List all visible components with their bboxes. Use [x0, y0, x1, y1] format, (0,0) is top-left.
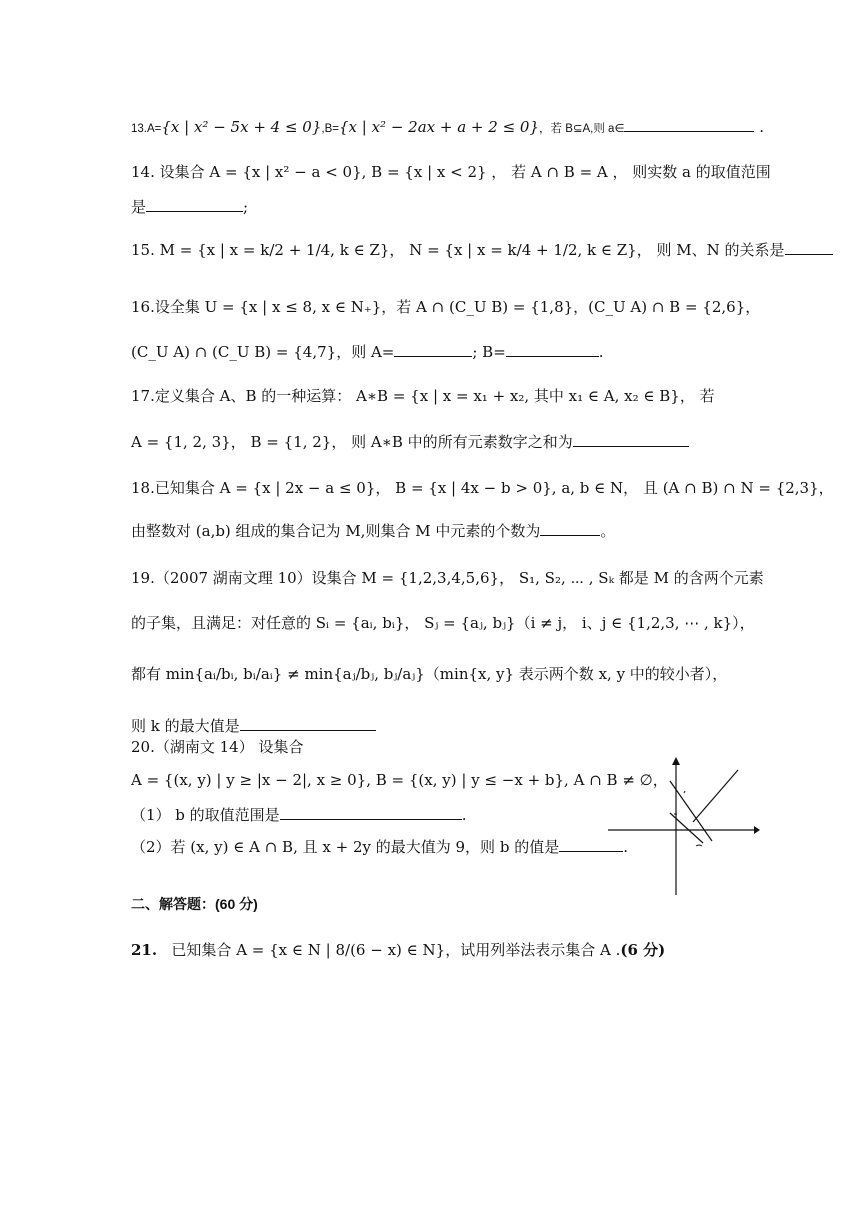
p16-b-blank[interactable]	[506, 342, 599, 357]
p13-set-a: {x | x² − 5x + 4 ≤ 0}	[161, 118, 322, 136]
problem-16-line-2	[131, 342, 604, 362]
problem-20-q2	[131, 837, 628, 857]
line-y-abs-right	[693, 770, 738, 822]
p17-text: A = {1, 2, 3}， B = {1, 2}， 则 A∗B 中的所有元素数字之和为	[131, 433, 573, 451]
problem-18-line-2	[131, 521, 615, 541]
problem-19-line-1: 19.（2007 湖南文理 10）设集合 M = {1,2,3,4,5,6}， S₁, S₂, ⋯ , Sₖ 都是 M 的含两个元素	[131, 569, 764, 587]
p20-q1-blank[interactable]	[280, 805, 462, 820]
p13-set-b: {x | x² − 2ax + a + 2 ≤ 0}	[338, 118, 539, 136]
p13-answer-blank[interactable]	[624, 117, 754, 132]
y-axis-arrow	[672, 757, 680, 765]
section-2-title: 二、解答题：(60 分)	[131, 896, 258, 912]
x-axis-arrow	[754, 826, 760, 834]
problem-20-q1	[131, 805, 466, 825]
tick-mark-top	[684, 791, 685, 793]
problem-18-line-1: 18.已知集合 A = {x | 2x − a ≤ 0}， B = {x | 4x − b > 0}, a, b ∈ N， 且 (A ∩ B) ∩ N = {2,3}，	[131, 479, 834, 497]
p13-condition: ，若 B⊆A,则 a∈	[539, 123, 625, 135]
p16-end: .	[598, 343, 604, 361]
problem-14-line-1: 14. 设集合 A = {x | x² − a < 0}, B = {x | x < 2} ， 若 A ∩ B = A ， 则实数 a 的取值范围	[131, 163, 771, 181]
p21-text: 已知集合 A = {x ∈ N | 8/(6 − x) ∈ N}，试用列举法表示集合 A .	[171, 941, 621, 959]
problem-19-line-3: 都有 min{aᵢ/bᵢ, bᵢ/aᵢ} ≠ min{aⱼ/bⱼ, bⱼ/aⱼ}（min{x, y} 表示两个数 x, y 中的较小者），	[131, 665, 728, 683]
problem-19-line-2: 的子集，且满足：对任意的 Sᵢ = {aᵢ, bᵢ}， Sⱼ = {aⱼ, bⱼ}（i ≠ j， i、j ∈ {1,2,3, ⋯ , k}），	[131, 614, 755, 632]
problem-17-line-2	[131, 432, 689, 452]
p18-end: 。	[600, 522, 616, 540]
problem-20-title: 20.（湖南文 14） 设集合	[131, 738, 304, 756]
p17-answer-blank[interactable]	[573, 432, 689, 447]
p13-prefix: 13.A=	[131, 123, 162, 135]
problem-13	[131, 117, 764, 139]
p15-answer-blank[interactable]	[785, 240, 833, 255]
problem-17-line-1: 17.定义集合 A、B 的一种运算： A∗B = {x | x = x₁ + x₂, 其中 x₁ ∈ A, x₂ ∈ B}， 若	[131, 387, 715, 405]
p15-text: 15. M = {x | x = k/2 + 1/4, k ∈ Z}， N = {x | x = k/4 + 1/2, k ∈ Z}， 则 M、N 的关系是	[131, 241, 785, 259]
problem-16-line-1: 16.设全集 U = {x | x ≤ 8, x ∈ N₊}，若 A ∩ (C_U B) = {1,8}，(C_U A) ∩ B = {2,6}，	[131, 298, 761, 316]
p21-score: (6 分)	[620, 941, 666, 959]
line-minus-x-plus-b	[670, 813, 703, 843]
p20-q2-end: .	[623, 838, 628, 856]
p14-prefix: 是	[131, 198, 147, 216]
p18-answer-blank[interactable]	[540, 521, 600, 536]
problem-15	[131, 240, 833, 260]
p20-q2-text: （2）若 (x, y) ∈ A ∩ B, 且 x + 2y 的最大值为 9，则 b 的值是	[131, 838, 560, 856]
problem-21	[131, 940, 665, 960]
problem-19-line-4	[131, 716, 376, 736]
p19-answer-blank[interactable]	[240, 716, 376, 731]
problem-20-line-1: A = {(x, y) | y ≥ |x − 2|, x ≥ 0}, B = {(x, y) | y ≤ −x + b}, A ∩ B ≠ ∅，	[131, 771, 668, 789]
p19-text: 则 k 的最大值是	[131, 717, 240, 735]
p14-answer-blank[interactable]	[146, 197, 243, 212]
p20-q1-text: （1） b 的取值范围是	[131, 806, 280, 824]
p20-coordinate-figure	[608, 755, 760, 895]
p21-number: 21.	[131, 941, 158, 959]
p14-end: ;	[243, 198, 249, 216]
problem-14-line-2	[131, 197, 248, 217]
p13-mid: ,B=	[321, 123, 339, 135]
p20-q1-end: .	[461, 806, 467, 824]
p16-a-blank[interactable]	[394, 342, 472, 357]
p13-end: .	[759, 118, 765, 136]
p18-text: 由整数对 (a,b) 组成的集合记为 M,则集合 M 中元素的个数为	[131, 522, 541, 540]
tick-mark-x	[696, 845, 702, 846]
p16-a-text: (C_U A) ∩ (C_U B) = {4,7}，则 A=	[131, 343, 395, 361]
p16-b-text: ; B=	[472, 343, 506, 361]
